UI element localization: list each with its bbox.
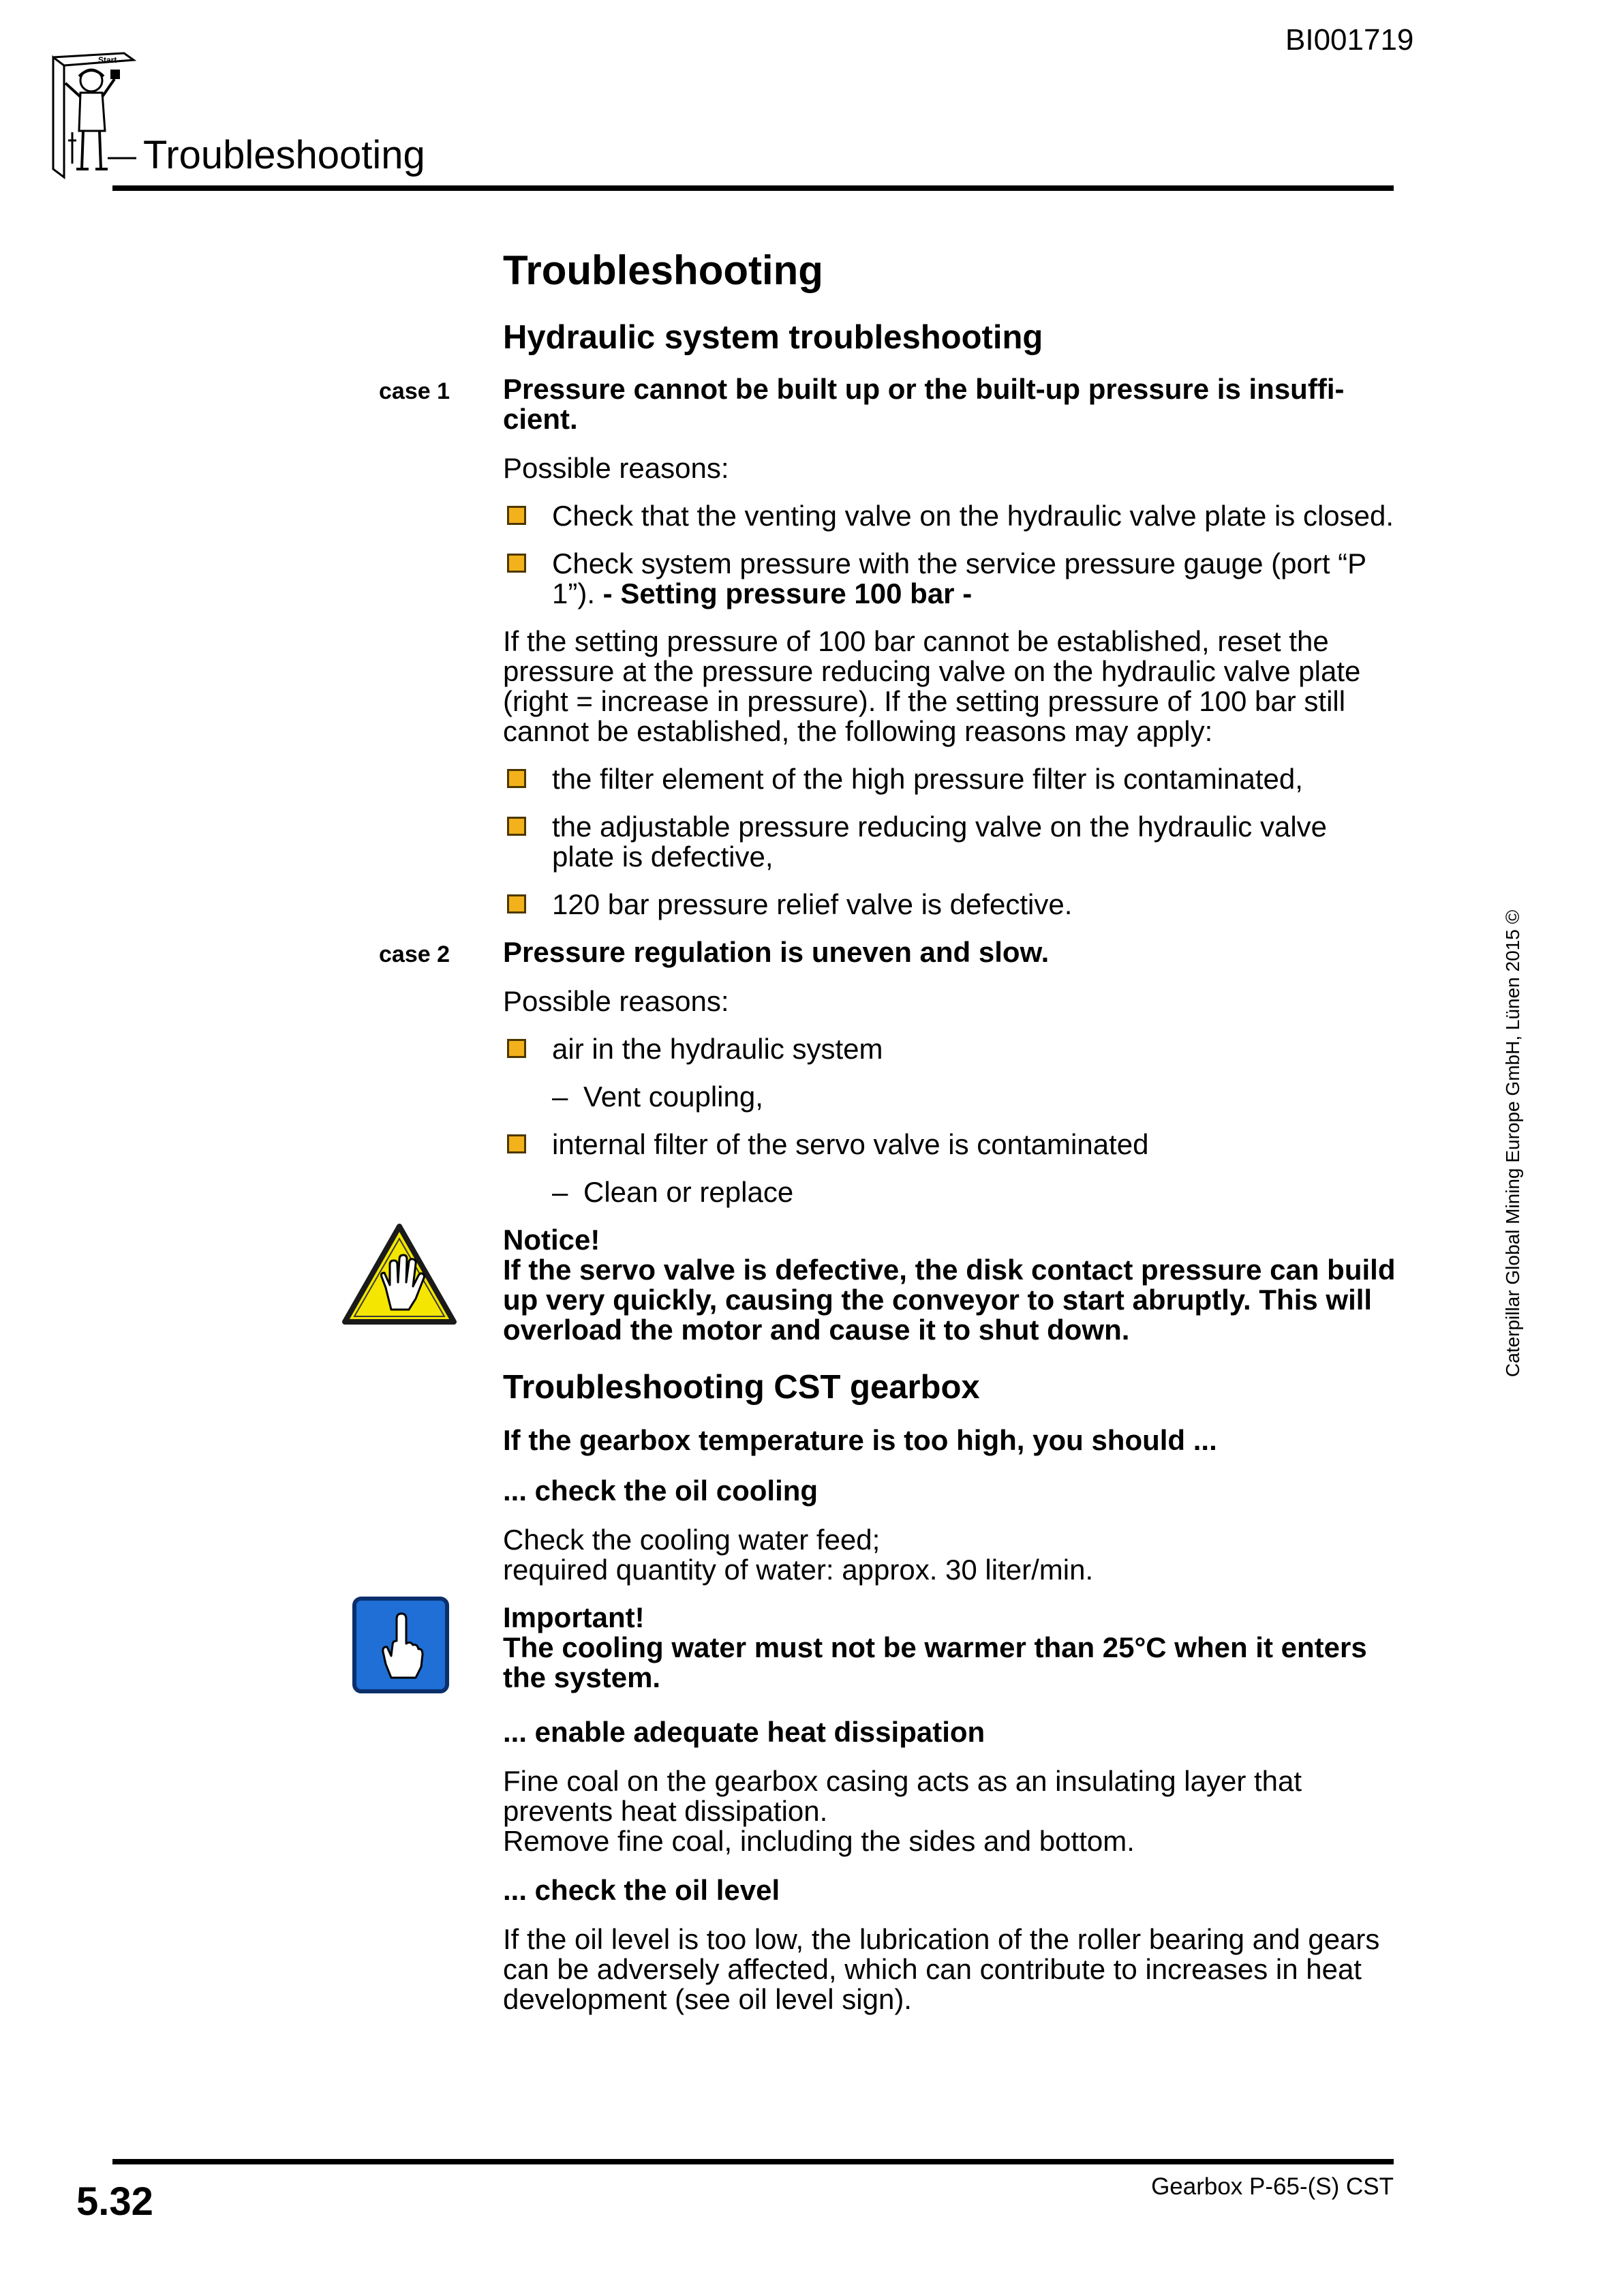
- list-item: the filter element of the high pressure filter is contaminated,: [503, 764, 1396, 794]
- paragraph-heat-dissipation: Fine coal on the gearbox casing acts as an insulating layer that prevents heat dissipation. Remove fine coal, including the sides and bottom.: [503, 1765, 1302, 1857]
- case-1: [379, 373, 1396, 920]
- square-bullet-icon: [507, 1134, 526, 1153]
- possible-reasons-label: Possible reasons:: [503, 452, 729, 484]
- notice-text: If the servo valve is defective, the disk contact pressure can build up very quickly, causing the conveyor to start abruptly. This will overload the motor and cause it to shut down.: [503, 1254, 1396, 1346]
- main-content: [379, 247, 1396, 2032]
- important-heading: Important!: [503, 1601, 645, 1633]
- list-item: air in the hydraulic system: [503, 1034, 1396, 1064]
- list-item: 120 bar pressure relief valve is defective.: [503, 890, 1396, 920]
- square-bullet-icon: [507, 769, 526, 788]
- list-item: Check system pressure with the service pressure gauge (port “P 1”). - Setting pressure 100 bar -: [503, 549, 1396, 609]
- header-rule: [112, 185, 1394, 191]
- page-number: 5.32: [76, 2179, 153, 2224]
- square-bullet-icon: [507, 506, 526, 525]
- list-item: the adjustable pressure reducing valve on the hydraulic valve plate is defective,: [503, 812, 1396, 872]
- bullet-list: [503, 501, 1396, 609]
- bullet-list: [503, 1034, 1396, 1064]
- list-item: internal filter of the servo valve is contaminated: [503, 1130, 1396, 1160]
- warning-hand-icon: [341, 1222, 458, 1326]
- subheading-temperature: If the gearbox temperature is too high, you should ...: [503, 1424, 1217, 1456]
- pointing-hand-icon: [352, 1596, 450, 1694]
- subheading-oil-level: ... check the oil level: [503, 1874, 780, 1906]
- bullet-list: [503, 764, 1396, 920]
- subheading-heat-dissipation: ... enable adequate heat dissipation: [503, 1716, 985, 1748]
- setting-pressure-note: - Setting pressure 100 bar -: [602, 577, 973, 609]
- page-heading: Troubleshooting: [503, 247, 823, 293]
- copyright-notice: Caterpillar Global Mining Europe GmbH, Lünen 2015 ©: [1502, 909, 1523, 1377]
- header-title: Troubleshooting: [143, 133, 425, 177]
- paragraph: If the setting pressure of 100 bar cannot be established, reset the pressure at the pressure reducing valve on the hydraulic valve plate (right = increase in pressure). If the setting pressure of 100 bar still cannot be established, the following reasons may apply:: [503, 625, 1361, 747]
- possible-reasons-label: Possible reasons:: [503, 985, 729, 1017]
- bullet-list: [503, 1130, 1396, 1160]
- case-label: case 1: [379, 378, 450, 404]
- sub-item: – Vent coupling,: [552, 1081, 763, 1113]
- paragraph-oil-level: If the oil level is too low, the lubrication of the roller bearing and gears can be adversely affected, which can contribute to increases in heat development (see oil level sign).: [503, 1923, 1380, 2015]
- notice-heading: Notice!: [503, 1224, 600, 1256]
- case-title: Pressure cannot be built up or the built-up pressure is insuffi-cient.: [503, 373, 1345, 435]
- notice-box: [503, 1225, 1396, 1345]
- list-item: Check that the venting valve on the hydraulic valve plate is closed.: [503, 501, 1396, 531]
- case-label: case 2: [379, 941, 450, 967]
- troubleshooting-worker-icon: [49, 49, 136, 183]
- case-2: [379, 936, 1396, 1208]
- sub-item: – Clean or replace: [552, 1176, 794, 1208]
- section-heading-cst: Troubleshooting CST gearbox: [503, 1369, 980, 1406]
- square-bullet-icon: [507, 817, 526, 836]
- important-text: The cooling water must not be warmer than 25°C when it enters the system.: [503, 1631, 1367, 1693]
- footer-rule: [112, 2159, 1394, 2164]
- paragraph-oil-cooling: Check the cooling water feed; required quantity of water: approx. 30 liter/min.: [503, 1524, 1094, 1586]
- important-box: [503, 1603, 1396, 1693]
- section-heading-hydraulic: Hydraulic system troubleshooting: [503, 319, 1043, 356]
- square-bullet-icon: [507, 1039, 526, 1058]
- logo-label: Start: [98, 55, 117, 65]
- square-bullet-icon: [507, 894, 526, 913]
- footer-product-title: Gearbox P-65-(S) CST: [1151, 2173, 1394, 2200]
- case-title: Pressure regulation is uneven and slow.: [503, 936, 1050, 968]
- square-bullet-icon: [507, 554, 526, 573]
- document-id: BI001719: [1285, 23, 1414, 57]
- subheading-oil-cooling: ... check the oil cooling: [503, 1475, 818, 1507]
